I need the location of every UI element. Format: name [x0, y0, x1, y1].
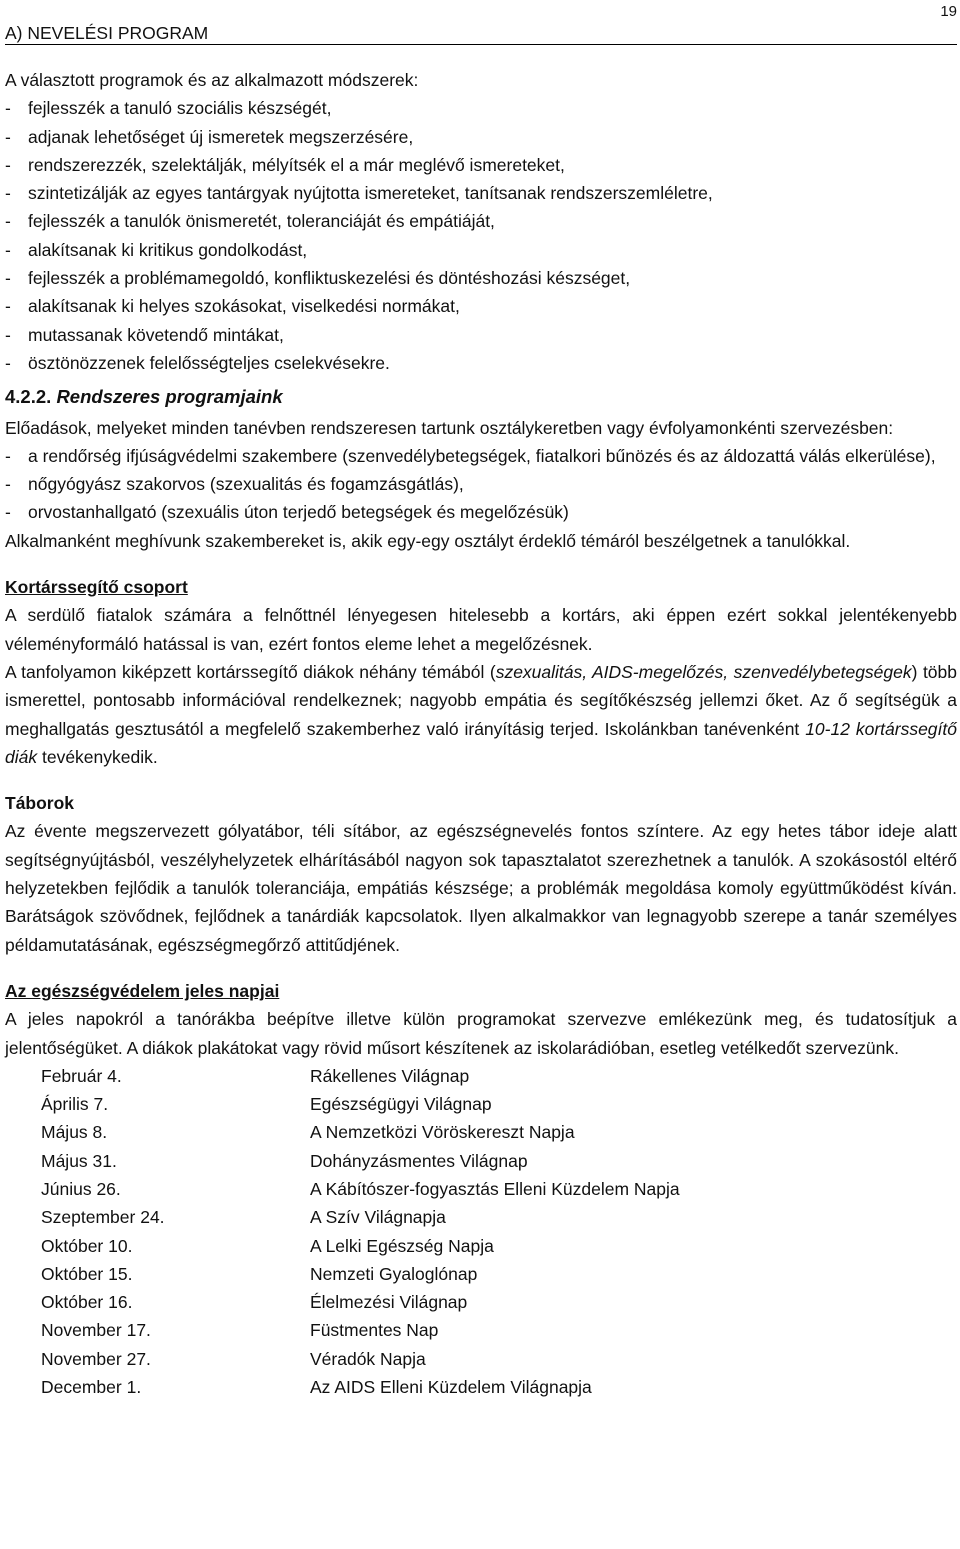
health-days-paragraph: A jeles napokról a tanórákba beépítve illetve külön programokat szervezve emlékezünk meg, és tudatosítjuk a jelentőségüket. A diákok plakátokat vagy rövid műsort készítenek az iskolarádióban, esetleg vetélkedőt szervezünk.: [5, 1009, 957, 1058]
day-name: Füstmentes Nap: [310, 1320, 439, 1341]
lecture-list: [5, 442, 957, 527]
count-emphasis: 10-12 kortárssegítő diák: [5, 718, 957, 767]
day-date: Április 7.: [41, 1094, 109, 1115]
peer-group-heading: Kortárssegítő csoport: [5, 577, 188, 598]
list-item: - alakítsanak ki helyes szokásokat, viselkedési normákat,: [5, 292, 957, 320]
day-name: Egészségügyi Világnap: [310, 1094, 492, 1115]
table-row: [41, 1316, 680, 1344]
table-row: [41, 1373, 680, 1401]
table-row: [41, 1090, 680, 1118]
day-date: Október 16.: [41, 1292, 133, 1313]
day-name: Élelmezési Világnap: [310, 1292, 468, 1313]
intro-lead: A választott programok és az alkalmazott módszerek:: [5, 70, 419, 90]
peer-group-paragraph-2: A tanfolyamon kiképzett kortárssegítő diákok néhány témából (szexualitás, AIDS-megelőzés, szenvedélybetegségek) több ismerettel, pontosabb információval rendelkeznek; nagyobb empátia és segítőkészség jellemzi őket. Az ő segítségük a meghallgatás gesztusától a megfelelő szakemberhez való irányításig terjed. Iskolánkban tanévenként 10-12 kortárssegítő diák tevékenykedik.: [5, 661, 958, 767]
day-name: Véradók Napja: [310, 1348, 426, 1369]
table-row: [41, 1288, 680, 1316]
day-name: A Nemzetközi Vöröskereszt Napja: [310, 1122, 575, 1143]
list-item: - fejlesszék a problémamegoldó, konfliktuskezelési és döntéshozási készséget,: [5, 264, 957, 292]
list-item: - nőgyógyász szakorvos (szexualitás és fogamzásgátlás),: [5, 470, 957, 498]
list-item: - mutassanak követendő mintákat,: [5, 321, 957, 349]
table-row: [41, 1260, 680, 1288]
table-row: [41, 1203, 680, 1231]
list-item: - orvostanhallgató (szexuális úton terjedő betegségek és megelőzésük): [5, 498, 957, 526]
day-name: Dohányzásmentes Világnap: [310, 1150, 528, 1171]
day-name: A Lelki Egészség Napja: [310, 1235, 494, 1256]
list-item: - adjanak lehetőséget új ismeretek megszerzésére,: [5, 123, 957, 151]
health-days-table: [41, 1062, 680, 1402]
section-number: 4.2.2.: [5, 386, 52, 408]
section-title: Rendszeres programjaink: [56, 386, 283, 408]
day-name: Rákellenes Világnap: [310, 1065, 470, 1086]
table-row: [41, 1118, 680, 1146]
list-item: - ösztönözzenek felelősségteljes cselekvésekre.: [5, 349, 957, 377]
list-item: - szintetizálják az egyes tantárgyak nyújtotta ismereteket, tanítsanak rendszerszemléletre,: [5, 179, 957, 207]
list-item: - alakítsanak ki kritikus gondolkodást,: [5, 236, 957, 264]
intro-list: [5, 94, 957, 377]
day-date: Február 4.: [41, 1065, 122, 1086]
document-body: [5, 66, 957, 1401]
day-date: Szeptember 24.: [41, 1207, 165, 1228]
day-date: Május 8.: [41, 1122, 108, 1143]
table-row: [41, 1147, 680, 1175]
list-item: - rendszerezzék, szelektálják, mélyítsék el a már meglévő ismereteket,: [5, 151, 957, 179]
table-row: [41, 1175, 680, 1203]
day-date: Június 26.: [41, 1178, 121, 1199]
camps-heading: Táborok: [5, 793, 75, 814]
table-row: [41, 1345, 680, 1373]
table-row: [41, 1232, 680, 1260]
list-item: - fejlesszék a tanuló szociális készségét,: [5, 94, 957, 122]
day-date: November 17.: [41, 1320, 151, 1341]
table-row: [41, 1062, 680, 1090]
list-item: - fejlesszék a tanulók önismeretét, toleranciáját és empátiáját,: [5, 207, 957, 235]
header-title: A) NEVELÉSI PROGRAM: [5, 23, 209, 43]
peer-group-paragraph-1: A serdülő fiatalok számára a felnőttnél lényegesen hitelesebb a kortárs, aki éppen ezért sokkal jelentékenyebb véleményformáló hatással is van, ezért fontos eleme lehet a megelőzésnek.: [5, 605, 957, 654]
day-name: A Kábítószer-fogyasztás Elleni Küzdelem Napja: [310, 1178, 680, 1199]
page-header: [5, 3, 957, 45]
list-item: - a rendőrség ifjúságvédelmi szakembere (szenvedélybetegségek, fiatalkori bűnözés és az áldozattá válás elkerülése),: [5, 442, 957, 470]
day-date: Május 31.: [41, 1150, 117, 1171]
day-date: Október 15.: [41, 1263, 133, 1284]
day-date: Október 10.: [41, 1235, 133, 1256]
day-name: Nemzeti Gyaloglónap: [310, 1263, 478, 1284]
health-days-heading: Az egészségvédelem jeles napjai: [5, 980, 280, 1001]
topics-emphasis: szexualitás, AIDS-megelőzés, szenvedélybetegségek: [495, 661, 912, 682]
section-lead: Előadások, melyeket minden tanévben rendszeresen tartunk osztálykeretben vagy évfolyamonkénti szervezésben:: [5, 417, 894, 438]
day-name: A Szív Világnapja: [310, 1207, 446, 1228]
section-heading-4-2-2: [5, 383, 957, 411]
day-name: Az AIDS Elleni Küzdelem Világnapja: [310, 1377, 592, 1398]
day-date: November 27.: [41, 1348, 151, 1369]
page-number: 19: [940, 3, 957, 20]
section-closing: Alkalmanként meghívunk szakembereket is, akik egy-egy osztályt érdeklő témáról beszélgetnek a tanulókkal.: [5, 530, 851, 551]
day-date: December 1.: [41, 1377, 142, 1398]
camps-paragraph: Az évente megszervezett gólyatábor, téli sítábor, az egészségnevelés fontos színtere. Az egy hetes tábor ideje alatt segítségnyújtásból, veszélyhelyzetek elhárításából nagyon sok tapasztalatot szerezhetnek a tanulók. A szokásostól eltérő helyzetekben fejlődik a tanulók toleranciája, empátiás készsége; a problémák megoldása komoly együttműködést kíván. Barátságok szövődnek, fejlődnek a tanárdiák kapcsolatok. Ilyen alkalmakkor van legnagyobb szerepe a tanár személyes példamutatásának, egészségmegőrző attitűdjének.: [5, 821, 957, 955]
